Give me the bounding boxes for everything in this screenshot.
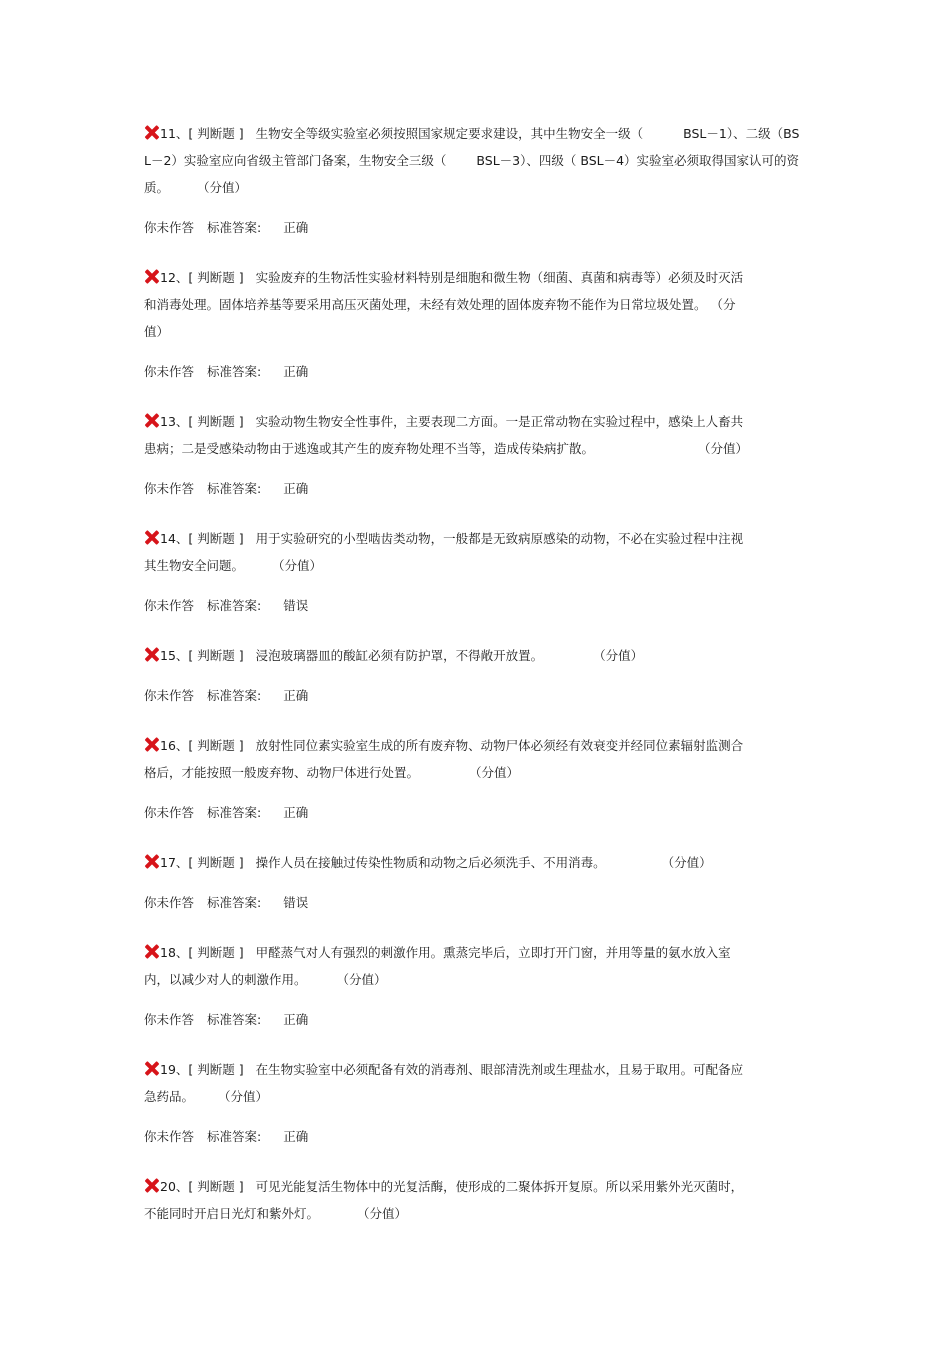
answer-label: 标准答案: [207, 220, 262, 235]
question-type: [ 判断题 ] [188, 738, 244, 753]
question-text: 12、[ 判断题 ] 实验废弃的生物活性实验材料特别是细胞和微生物（细菌、真菌和病毒等）必须及时灭活和消毒处理。固体培养基等要采用高压灭菌处理，未经有效处理的固体废弃物不能作为日常垃圾处置。 （分值） [144, 270, 744, 339]
user-answer: 你未作答 [144, 895, 195, 910]
question-number: 12、 [160, 270, 189, 285]
wrong-x-icon [144, 269, 159, 284]
question-number: 15、 [160, 648, 189, 663]
question-score: （分值） [469, 765, 520, 780]
question-number: 13、 [160, 414, 189, 429]
answer-label: 标准答案: [207, 805, 262, 820]
standard-answer: 正确 [283, 220, 309, 235]
question-18 [144, 939, 804, 1029]
question-type: [ 判断题 ] [188, 1179, 244, 1194]
question-type: [ 判断题 ] [188, 414, 244, 429]
answer-row [144, 687, 804, 705]
wrong-x-icon [144, 413, 159, 428]
user-answer: 你未作答 [144, 481, 195, 496]
answer-row [144, 894, 804, 912]
question-13 [144, 408, 804, 498]
question-score: （分值） [272, 558, 323, 573]
question-text: 20、[ 判断题 ] 可见光能复活生物体中的光复活酶，使形成的二聚体拆开复原。所以采用紫外光灭菌时，不能同时开启日光灯和紫外灯。 （分值） [144, 1179, 744, 1221]
question-score: （分值） [698, 441, 749, 456]
answer-label: 标准答案: [207, 481, 262, 496]
question-number: 14、 [160, 531, 189, 546]
user-answer: 你未作答 [144, 1129, 195, 1144]
answer-row [144, 219, 804, 237]
wrong-x-icon [144, 854, 159, 869]
question-14 [144, 525, 804, 615]
standard-answer: 错误 [283, 598, 309, 613]
answer-label: 标准答案: [207, 688, 262, 703]
question-text: 17、[ 判断题 ] 操作人员在接触过传染性物质和动物之后必须洗手、不用消毒。 （分值） [144, 849, 754, 876]
question-number: 11、 [160, 126, 189, 141]
question-type: [ 判断题 ] [188, 270, 244, 285]
question-text: 18、[ 判断题 ] 甲醛蒸气对人有强烈的刺激作用。熏蒸完毕后，立即打开门窗，并用等量的氨水放入室内，以减少对人的刺激作用。 （分值） [144, 945, 731, 987]
question-16 [144, 732, 804, 822]
standard-answer: 正确 [283, 805, 309, 820]
question-text: 16、[ 判断题 ] 放射性同位素实验室生成的所有废弃物、动物尸体必须经有效衰变并经同位素辐射监测合格后，才能按照一般废弃物、动物尸体进行处置。 （分值） [144, 738, 744, 780]
wrong-x-icon [144, 1061, 159, 1076]
question-15 [144, 642, 804, 705]
standard-answer: 正确 [283, 1129, 309, 1144]
wrong-x-icon [144, 530, 159, 545]
standard-answer: 正确 [283, 1012, 309, 1027]
question-text: 19、[ 判断题 ] 在生物实验室中必须配备有效的消毒剂、眼部清洗剂或生理盐水，且易于取用。可配备应急药品。 （分值） [144, 1062, 744, 1104]
question-type: [ 判断题 ] [188, 531, 244, 546]
answer-label: 标准答案: [207, 1129, 262, 1144]
wrong-x-icon [144, 737, 159, 752]
question-type: [ 判断题 ] [188, 126, 244, 141]
user-answer: 你未作答 [144, 364, 195, 379]
question-score: （分值） [144, 297, 736, 339]
question-12 [144, 264, 804, 381]
answer-label: 标准答案: [207, 895, 262, 910]
question-text: 15、[ 判断题 ] 浸泡玻璃器皿的酸缸必须有防护罩，不得敞开放置。 （分值） [144, 642, 754, 669]
answer-row [144, 1011, 804, 1029]
user-answer: 你未作答 [144, 1012, 195, 1027]
question-type: [ 判断题 ] [188, 945, 244, 960]
question-type: [ 判断题 ] [188, 855, 244, 870]
answer-label: 标准答案: [207, 598, 262, 613]
question-19 [144, 1056, 804, 1146]
question-score: （分值） [357, 1206, 408, 1221]
question-type: [ 判断题 ] [188, 1062, 244, 1077]
wrong-x-icon [144, 944, 159, 959]
standard-answer: 正确 [283, 364, 309, 379]
question-score: （分值） [336, 972, 387, 987]
answer-row [144, 1128, 804, 1146]
answer-row [144, 804, 804, 822]
question-score: （分值） [661, 855, 712, 870]
answer-row [144, 363, 804, 381]
standard-answer: 正确 [283, 688, 309, 703]
question-number: 17、 [160, 855, 189, 870]
question-score: （分值） [197, 180, 248, 195]
question-11 [144, 120, 804, 237]
question-text: 14、[ 判断题 ] 用于实验研究的小型啮齿类动物，一般都是无致病原感染的动物，不必在实验过程中注视其生物安全问题。 （分值） [144, 531, 744, 573]
question-number: 18、 [160, 945, 189, 960]
wrong-x-icon [144, 1178, 159, 1193]
question-number: 16、 [160, 738, 189, 753]
question-number: 19、 [160, 1062, 189, 1077]
answer-label: 标准答案: [207, 364, 262, 379]
wrong-x-icon [144, 125, 159, 140]
user-answer: 你未作答 [144, 805, 195, 820]
question-20 [144, 1173, 804, 1227]
standard-answer: 错误 [283, 895, 309, 910]
user-answer: 你未作答 [144, 688, 195, 703]
question-17 [144, 849, 804, 912]
standard-answer: 正确 [283, 481, 309, 496]
answer-label: 标准答案: [207, 1012, 262, 1027]
answer-row [144, 480, 804, 498]
user-answer: 你未作答 [144, 220, 195, 235]
question-type: [ 判断题 ] [188, 648, 244, 663]
quiz-results [144, 120, 804, 1227]
question-score: （分值） [218, 1089, 269, 1104]
question-text: 11、[ 判断题 ] 生物安全等级实验室必须按照国家规定要求建设，其中生物安全一级（ BSL－1）、二级（BSL－2）实验室应向省级主管部门备案，生物安全三级（ BSL－3）、四级（ BSL－4）实验室必须取得国家认可的资质。 （分值） [144, 126, 800, 195]
question-text: 13、[ 判断题 ] 实验动物生物安全性事件，主要表现二方面。一是正常动物在实验过程中，感染上人畜共患病；二是受感染动物由于逃逸或其产生的废弃物处理不当等，造成传染病扩散。 （分值） [144, 414, 749, 456]
user-answer: 你未作答 [144, 598, 195, 613]
question-number: 20、 [160, 1179, 189, 1194]
question-score: （分值） [593, 648, 644, 663]
answer-row [144, 597, 804, 615]
wrong-x-icon [144, 647, 159, 662]
